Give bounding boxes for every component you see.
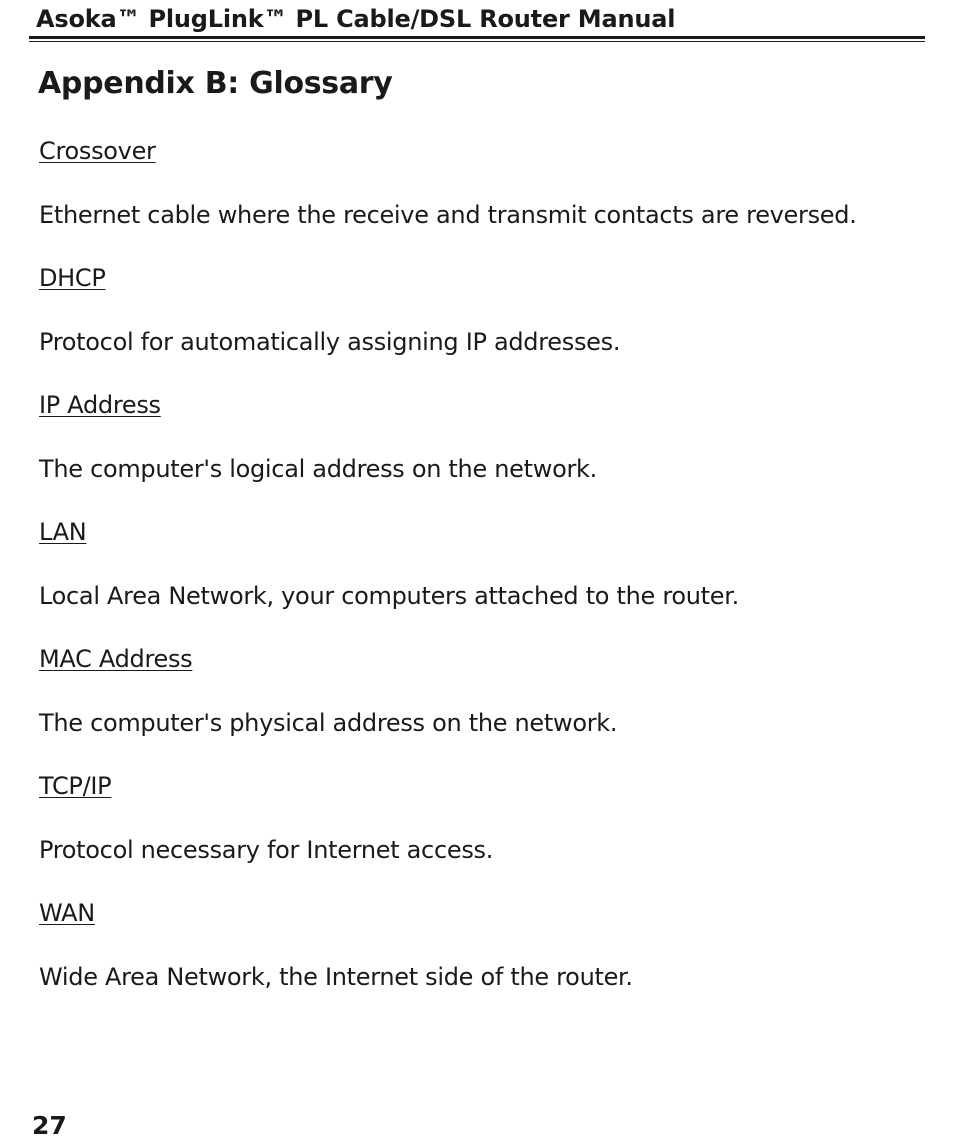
glossary-entry bbox=[39, 258, 919, 385]
glossary-definition: The computer's logical address on the network. bbox=[39, 454, 597, 483]
page-title: Appendix B: Glossary bbox=[38, 66, 393, 101]
glossary-entry bbox=[39, 766, 919, 893]
glossary-term: Crossover bbox=[39, 137, 156, 165]
glossary-definition: Protocol necessary for Internet access. bbox=[39, 835, 494, 864]
manual-title: Asoka™ PlugLink™ PL Cable/DSL Router Manual bbox=[36, 5, 676, 33]
glossary-definition: Wide Area Network, the Internet side of the router. bbox=[39, 962, 633, 991]
glossary-definition: Protocol for automatically assigning IP addresses. bbox=[39, 327, 621, 356]
glossary-definition: Local Area Network, your computers attached to the router. bbox=[39, 581, 739, 610]
header-rule-thick bbox=[29, 36, 925, 39]
glossary-entry bbox=[39, 131, 919, 258]
page-header bbox=[29, 0, 925, 42]
glossary-term: LAN bbox=[39, 518, 87, 546]
glossary-entry bbox=[39, 512, 919, 639]
page-number: 27 bbox=[32, 1111, 67, 1140]
glossary-term: DHCP bbox=[39, 264, 106, 292]
glossary-definition: The computer's physical address on the network. bbox=[39, 708, 618, 737]
glossary-term: IP Address bbox=[39, 391, 161, 419]
glossary-entry bbox=[39, 639, 919, 766]
glossary-entry bbox=[39, 385, 919, 512]
header-rule-thin bbox=[29, 41, 925, 42]
glossary-definition: Ethernet cable where the receive and transmit contacts are reversed. bbox=[39, 200, 857, 229]
glossary-term: MAC Address bbox=[39, 645, 193, 673]
glossary-list bbox=[39, 131, 919, 1020]
glossary-term: WAN bbox=[39, 899, 95, 927]
glossary-entry bbox=[39, 893, 919, 1020]
glossary-term: TCP/IP bbox=[39, 772, 112, 800]
